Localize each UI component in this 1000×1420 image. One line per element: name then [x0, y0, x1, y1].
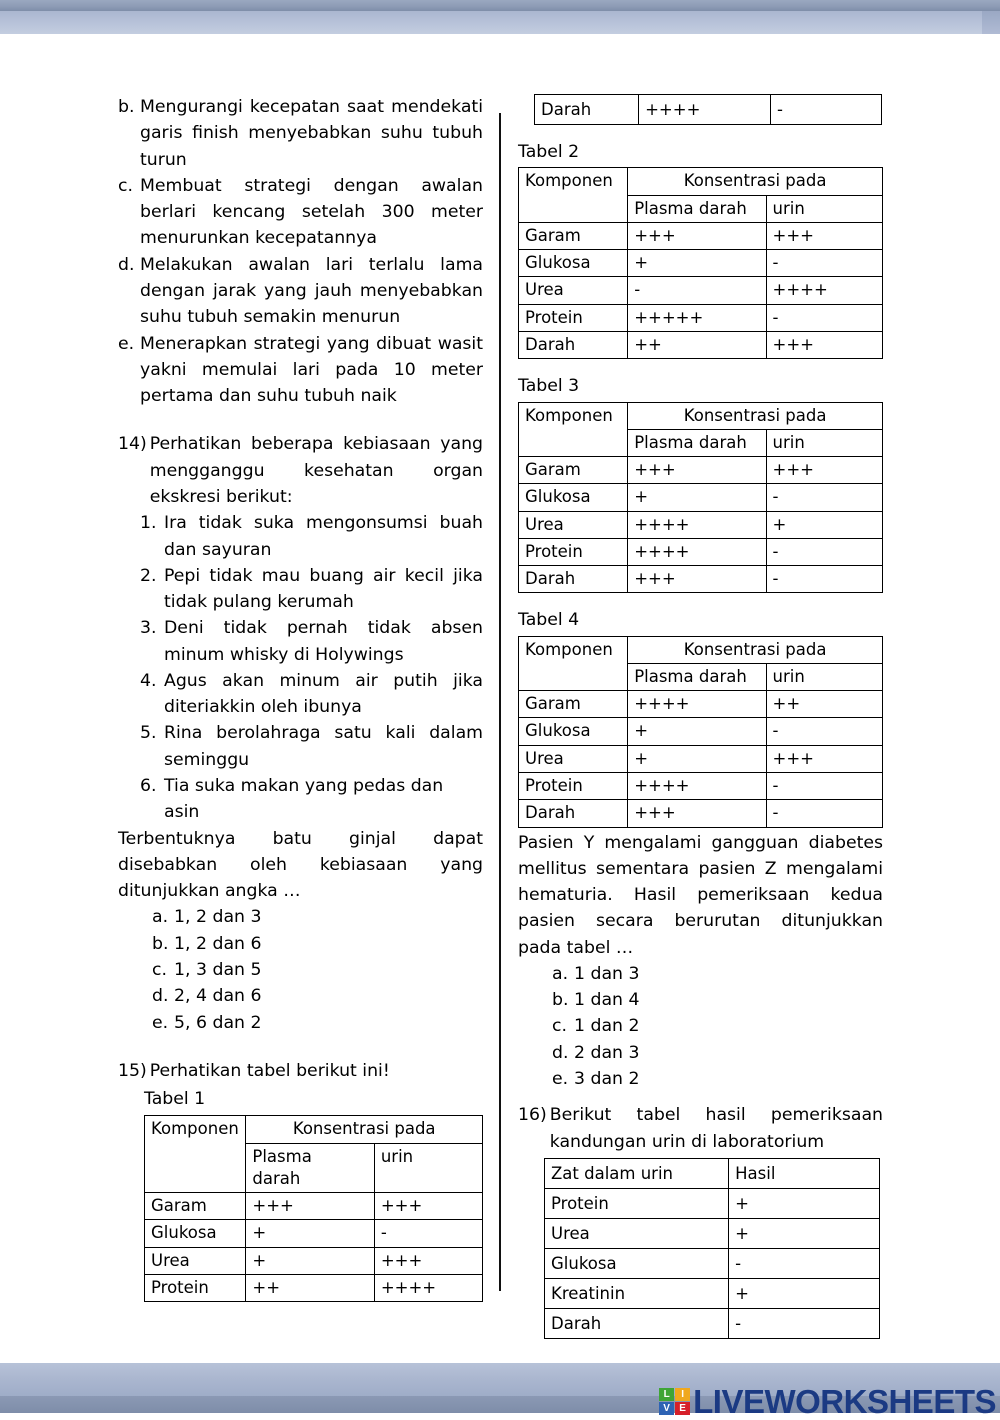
- table-row: [545, 1309, 880, 1339]
- cell-plasma: +++: [628, 800, 766, 827]
- table-row: [545, 1219, 880, 1249]
- question-14-number: 14): [118, 434, 147, 455]
- cell-urin: -: [766, 538, 883, 565]
- tabel-1-title: Tabel 1: [144, 1089, 206, 1110]
- header-konsentrasi: Konsentrasi pada: [628, 402, 883, 429]
- cell-urin: +++: [374, 1247, 482, 1274]
- question-16: [518, 1102, 883, 1155]
- cell-plasma: ++++: [628, 511, 766, 538]
- logo-letter-v: V: [659, 1402, 674, 1415]
- table-row: [519, 691, 883, 718]
- header-urin: urin: [766, 663, 883, 690]
- header-plasma: Plasma darah: [628, 195, 766, 222]
- table-row: [545, 1249, 880, 1279]
- cell-zat: Urea: [545, 1219, 729, 1249]
- table-row: [535, 95, 882, 125]
- cell-plasma: +: [246, 1220, 374, 1247]
- tabel-3: [518, 402, 883, 594]
- item-5-label: 5.: [140, 723, 157, 744]
- liveworksheets-logo[interactable]: [659, 1385, 996, 1418]
- table-row: [145, 1193, 483, 1220]
- cell-urin: +++: [766, 745, 883, 772]
- cell-komponen: Garam: [145, 1193, 246, 1220]
- item-4-label: 4.: [140, 670, 157, 691]
- question-15-number: 15): [118, 1060, 147, 1081]
- cell-urin: -: [766, 718, 883, 745]
- cell-hasil: +: [729, 1279, 880, 1309]
- option-15-e[interactable]: [518, 1066, 883, 1092]
- table-header-row: [519, 636, 883, 663]
- item-3-label: 3.: [140, 618, 157, 639]
- table-header-row: [545, 1158, 880, 1188]
- tabel-1-continuation-row: [534, 94, 882, 125]
- header-hasil: Hasil: [729, 1158, 880, 1188]
- option-15-a-label: a.: [552, 963, 569, 984]
- tabel-3-title: Tabel 3: [518, 376, 580, 397]
- cell-urin: +++: [766, 222, 883, 249]
- cell-plasma: ++++: [639, 95, 771, 125]
- option-13-e[interactable]: [118, 331, 483, 410]
- header-urin: urin: [766, 429, 883, 456]
- cell-zat: Protein: [545, 1188, 729, 1218]
- table-header-row: [145, 1116, 483, 1143]
- list-item: [118, 668, 483, 721]
- question-14-options: [118, 904, 483, 1035]
- cell-urin: +: [766, 511, 883, 538]
- cell-urin: -: [766, 250, 883, 277]
- cell-plasma: +: [628, 250, 766, 277]
- option-14-b-label: b.: [152, 933, 169, 954]
- table-header-row: [519, 168, 883, 195]
- worksheet-page: [0, 34, 1000, 1339]
- option-13-b[interactable]: [118, 94, 483, 173]
- table-row: [519, 800, 883, 827]
- cell-zat: Kreatinin: [545, 1279, 729, 1309]
- tabel-hasil-urin: [544, 1158, 880, 1339]
- option-13-d-label: d.: [118, 254, 135, 275]
- item-2-text: Pepi tidak mau buang air kecil jika tidak pulang kerumah: [164, 565, 483, 613]
- cell-urin: ++: [766, 691, 883, 718]
- cell-komponen: Glukosa: [145, 1220, 246, 1247]
- option-15-b-text: 1 dan 4: [574, 990, 640, 1011]
- option-13-d[interactable]: [118, 252, 483, 331]
- option-13-c-text: Membuat strategi dengan awalan berlari kencang setelah 300 meter menurunkan kecepatannya: [140, 175, 483, 249]
- column-divider: [499, 113, 501, 1291]
- option-13-e-text: Menerapkan strategi yang dibuat wasit yakni memulai lari pada 10 meter pertama dan suhu tubuh naik: [140, 333, 483, 407]
- option-14-a-label: a.: [152, 907, 169, 928]
- cell-urin: +++: [374, 1193, 482, 1220]
- cell-komponen: Darah: [519, 800, 628, 827]
- table-row: [519, 222, 883, 249]
- cell-plasma: +++: [628, 457, 766, 484]
- question-14: [118, 431, 483, 510]
- table-row: [519, 718, 883, 745]
- option-14-d-label: d.: [152, 986, 169, 1007]
- cell-zat: Glukosa: [545, 1249, 729, 1279]
- left-column: [118, 94, 483, 1302]
- cell-urin: ++++: [766, 277, 883, 304]
- cell-komponen: Garam: [519, 222, 628, 249]
- list-item: [118, 615, 483, 668]
- cell-plasma: +: [628, 718, 766, 745]
- cell-urin: -: [766, 800, 883, 827]
- cell-urin: -: [770, 95, 881, 125]
- option-15-d[interactable]: [518, 1040, 883, 1066]
- option-13-c[interactable]: [118, 173, 483, 252]
- tabel-2: [518, 167, 883, 359]
- cell-komponen: Urea: [519, 745, 628, 772]
- cell-plasma: +: [246, 1247, 374, 1274]
- option-14-a-text: 1, 2 dan 3: [174, 907, 262, 928]
- spacer: [518, 1092, 883, 1102]
- header-urin: urin: [766, 195, 883, 222]
- cell-hasil: +: [729, 1219, 880, 1249]
- header-komponen: Komponen: [519, 402, 628, 457]
- header-zat-dalam-urin: Zat dalam urin: [545, 1158, 729, 1188]
- header-komponen: Komponen: [145, 1116, 246, 1193]
- table-row: [519, 538, 883, 565]
- right-column: [518, 94, 883, 1339]
- option-14-e[interactable]: [118, 1010, 483, 1036]
- option-15-e-text: 3 dan 2: [574, 1069, 640, 1090]
- option-15-d-text: 2 dan 3: [574, 1042, 640, 1063]
- cell-urin: -: [766, 484, 883, 511]
- header-konsentrasi: Konsentrasi pada: [628, 636, 883, 663]
- item-2-label: 2.: [140, 565, 157, 586]
- table-row: [519, 304, 883, 331]
- option-15-b[interactable]: [518, 987, 883, 1013]
- option-14-c[interactable]: [118, 957, 483, 983]
- cell-urin: -: [766, 304, 883, 331]
- cell-plasma: +: [628, 745, 766, 772]
- question-14-item-list: [118, 510, 483, 825]
- option-14-b[interactable]: [118, 931, 483, 957]
- list-item: [118, 773, 483, 826]
- header-plasma: Plasma darah: [628, 663, 766, 690]
- table-row: [145, 1220, 483, 1247]
- table-row: [519, 331, 883, 358]
- logo-letter-i: I: [675, 1388, 690, 1401]
- cell-komponen: Darah: [535, 95, 639, 125]
- cell-plasma: +++++: [628, 304, 766, 331]
- cell-urin: +++: [766, 331, 883, 358]
- table-row: [519, 250, 883, 277]
- liveworksheets-logo-squares: [659, 1388, 690, 1415]
- option-15-c[interactable]: [518, 1013, 883, 1039]
- cell-hasil: -: [729, 1309, 880, 1339]
- table-row: [519, 745, 883, 772]
- option-15-b-label: b.: [552, 990, 569, 1011]
- item-4-text: Agus akan minum air putih jika diteriakkin oleh ibunya: [164, 670, 483, 718]
- table-row: [519, 772, 883, 799]
- option-14-d-text: 2, 4 dan 6: [174, 986, 262, 1007]
- item-1-text: Ira tidak suka mengonsumsi buah dan sayuran: [164, 513, 483, 560]
- option-13-c-label: c.: [118, 175, 133, 196]
- cell-plasma: -: [628, 277, 766, 304]
- cell-hasil: -: [729, 1249, 880, 1279]
- header-komponen: Komponen: [519, 636, 628, 691]
- cell-urin: -: [766, 772, 883, 799]
- question-15-body: Pasien Y mengalami gangguan diabetes mellitus sementara pasien Z mengalami hematuria. Hasil pemeriksaan kedua pasien secara berurutan ditunjukkan pada tabel …: [518, 832, 883, 958]
- item-3-text: Deni tidak pernah tidak absen minum whisky di Holywings: [164, 618, 483, 665]
- table-row: [519, 511, 883, 538]
- bottom-chrome-bar: [0, 1363, 1000, 1420]
- table-row: [519, 277, 883, 304]
- cell-komponen: Protein: [519, 538, 628, 565]
- tabel-1-wrapper: [118, 1115, 483, 1302]
- cell-plasma: ++++: [628, 772, 766, 799]
- cell-urin: +++: [766, 457, 883, 484]
- cell-komponen: Darah: [519, 566, 628, 593]
- tabel-1-continuation-wrapper: [534, 94, 882, 125]
- option-14-c-text: 1, 3 dan 5: [174, 960, 262, 980]
- cell-komponen: Urea: [145, 1247, 246, 1274]
- option-13-e-label: e.: [118, 333, 135, 354]
- table-row: [545, 1188, 880, 1218]
- header-komponen: Komponen: [519, 168, 628, 223]
- option-14-c-label: c.: [152, 960, 167, 980]
- cell-urin: -: [766, 566, 883, 593]
- header-konsentrasi: Konsentrasi pada: [628, 168, 883, 195]
- cell-urin: ++++: [374, 1275, 482, 1302]
- cell-komponen: Protein: [145, 1275, 246, 1302]
- item-1-label: 1.: [140, 513, 157, 534]
- option-13-d-text: Melakukan awalan lari terlalu lama dengan jarak yang jauh menyebabkan suhu tubuh semakin menurun: [140, 254, 483, 328]
- top-bar-upper-strip: [0, 0, 1000, 11]
- item-6-label: 6.: [140, 776, 157, 797]
- table-header-row: [519, 402, 883, 429]
- option-13-b-label: b.: [118, 97, 135, 117]
- list-item: [118, 720, 483, 773]
- cell-komponen: Protein: [519, 304, 628, 331]
- cell-komponen: Glukosa: [519, 250, 628, 277]
- header-urin: urin: [374, 1143, 482, 1193]
- header-plasma: Plasma darah: [246, 1143, 374, 1193]
- cell-komponen: Darah: [519, 331, 628, 358]
- list-item: [118, 510, 483, 563]
- tabel-1: [144, 1115, 483, 1302]
- cell-plasma: +: [628, 484, 766, 511]
- question-14-closing: Terbentuknya batu ginjal dapat disebabkan oleh kebiasaan yang ditunjukkan angka …: [118, 828, 483, 902]
- table-row: [519, 484, 883, 511]
- cell-urin: -: [374, 1220, 482, 1247]
- question-15-stem: Perhatikan tabel berikut ini!: [149, 1060, 390, 1081]
- cell-komponen: Urea: [519, 277, 628, 304]
- cell-plasma: ++: [246, 1275, 374, 1302]
- logo-letter-e: E: [675, 1402, 690, 1415]
- question-15-options: [518, 961, 883, 1092]
- option-15-e-label: e.: [552, 1069, 569, 1090]
- option-14-b-text: 1, 2 dan 6: [174, 933, 262, 954]
- cell-plasma: +++: [628, 566, 766, 593]
- question-16-stem: Berikut tabel hasil pemeriksaan kandungan urin di laboratorium: [549, 1105, 883, 1152]
- tabel-4-title: Tabel 4: [518, 610, 580, 631]
- spacer: [118, 409, 483, 431]
- table-row: [519, 566, 883, 593]
- tabel-4: [518, 636, 883, 828]
- cell-plasma: +++: [628, 222, 766, 249]
- logo-letter-l: L: [659, 1388, 674, 1401]
- item-5-text: Rina berolahraga satu kali dalam seminggu: [164, 723, 483, 770]
- cell-plasma: ++++: [628, 538, 766, 565]
- liveworksheets-brand-text: LIVEWORKSHEETS: [693, 1383, 996, 1420]
- table-row: [545, 1279, 880, 1309]
- item-6-text: Tia suka makan yang pedas dan asin: [164, 776, 444, 823]
- question-14-stem: Perhatikan beberapa kebiasaan yang mengganggu kesehatan organ ekskresi berikut:: [149, 434, 483, 507]
- option-14-a[interactable]: [118, 904, 483, 930]
- option-15-d-label: d.: [552, 1042, 569, 1063]
- header-konsentrasi: Konsentrasi pada: [246, 1116, 483, 1143]
- cell-komponen: Protein: [519, 772, 628, 799]
- table-row: [519, 457, 883, 484]
- option-14-d[interactable]: [118, 983, 483, 1009]
- option-15-a[interactable]: [518, 961, 883, 987]
- top-bar-lower-strip: [0, 11, 1000, 34]
- cell-komponen: Glukosa: [519, 718, 628, 745]
- cell-komponen: Urea: [519, 511, 628, 538]
- option-13-b-text: Mengurangi kecepatan saat mendekati garis finish menyebabkan suhu tubuh turun: [140, 97, 483, 170]
- option-14-e-text: 5, 6 dan 2: [174, 1012, 262, 1033]
- option-15-c-text: 1 dan 2: [574, 1016, 640, 1037]
- cell-plasma: ++++: [628, 691, 766, 718]
- cell-hasil: +: [729, 1188, 880, 1218]
- list-item: [118, 563, 483, 616]
- tabel-2-title: Tabel 2: [518, 142, 580, 163]
- question-16-number: 16): [518, 1105, 547, 1126]
- cell-zat: Darah: [545, 1309, 729, 1339]
- cell-plasma: +++: [246, 1193, 374, 1220]
- table-row: [145, 1275, 483, 1302]
- top-chrome-bar: [0, 0, 1000, 34]
- question-15: [118, 1058, 483, 1084]
- header-plasma: Plasma darah: [628, 429, 766, 456]
- option-15-a-text: 1 dan 3: [574, 963, 640, 984]
- option-14-e-label: e.: [152, 1012, 169, 1033]
- table-row: [145, 1247, 483, 1274]
- cell-plasma: ++: [628, 331, 766, 358]
- cell-komponen: Garam: [519, 691, 628, 718]
- cell-komponen: Garam: [519, 457, 628, 484]
- option-15-c-label: c.: [552, 1016, 567, 1037]
- spacer: [118, 1036, 483, 1058]
- cell-komponen: Glukosa: [519, 484, 628, 511]
